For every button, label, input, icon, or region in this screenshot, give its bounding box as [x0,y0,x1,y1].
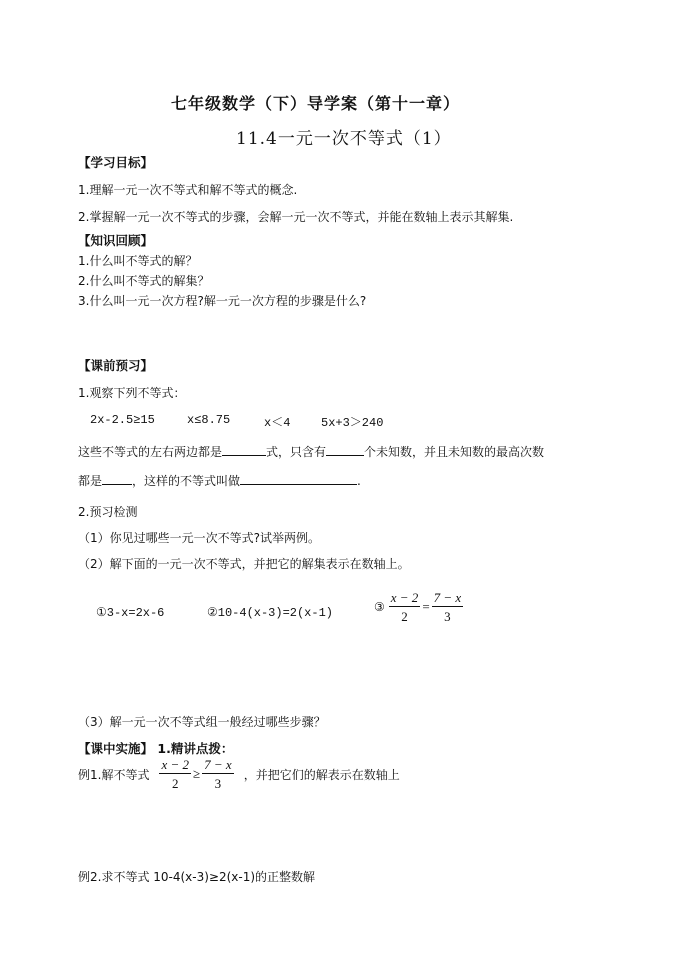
inequality-1: 2x-2.5≥15 [90,413,155,427]
denominator: 2 [171,776,179,791]
fill-blank-line-2 [78,472,361,489]
review-item-2: 2.什么叫不等式的解集？ [78,274,210,288]
inequality-2: x≤8.75 [187,413,231,427]
example-label: 例1.解不等式 [78,767,150,782]
inequality-3: x＜4 [264,416,291,430]
denominator: 3 [444,609,451,624]
preview-question-2: （2）解下面的一元一次不等式，并把它的解集表示在数轴上。 [78,557,410,571]
preview-question-1: （1）你见过哪些一元一次不等式?试举两例。 [78,531,321,545]
fill-blank-line-1 [78,443,544,460]
fill-text: 个未知数，并且未知数的最高次数 [364,445,545,459]
fill-text: 式，只含有 [266,445,327,459]
denominator: 3 [214,776,222,791]
fraction-right [202,757,234,791]
equation-3 [374,590,465,624]
knowledge-review-heading: 【知识回顾】 [78,233,154,248]
numerator: 7 − x [433,590,462,605]
equation-2: ②10-4(x-3)=2(x-1) [207,606,333,620]
section-title: 11.4一元一次不等式（1） [236,129,452,149]
numerator: x − 2 [390,590,419,605]
in-class-heading-text: 【课中实施】 [78,741,154,756]
example-tail: ，并把它们的解表示在数轴上 [243,767,400,782]
example-2: 例2.求不等式 10-4(x-3)≥2(x-1)的正整数解 [78,870,316,884]
answer-blank[interactable] [102,472,132,485]
preview-check-label: 2.预习检测 [78,505,138,519]
numerator: 7 − x [204,757,232,772]
explanation-heading: 1.精讲点拨： [157,741,234,756]
review-item-1: 1.什么叫不等式的解？ [78,254,198,268]
fraction-right [432,590,464,624]
observe-label: 1.观察下列不等式： [78,386,186,400]
equation-number: ③ [374,600,385,614]
review-item-3: 3.什么叫一元一次方程?解一元一次方程的步骤是什么? [78,294,367,308]
fill-text: 这些不等式的左右两边都是 [78,445,223,459]
goal-item-2: 2.掌握解一元一次不等式的步骤，会解一元一次不等式，并能在数轴上表示其解集. [78,210,514,224]
example-1 [78,757,400,791]
fill-text: . [357,474,361,488]
geq-sign: ≥ [193,766,201,781]
fraction-left [389,590,421,624]
answer-blank[interactable] [222,443,266,456]
preview-heading: 【课前预习】 [78,358,154,373]
denominator: 2 [401,609,408,624]
equation-1: ①3-x=2x-6 [96,606,165,620]
goal-item-1: 1.理解一元一次不等式和解不等式的概念. [78,183,298,197]
equals-sign: = [422,599,430,614]
answer-blank[interactable] [240,472,357,485]
inequality-4: 5x+3＞240 [321,416,384,430]
learning-goals-heading: 【学习目标】 [78,155,154,170]
fill-text: ，这样的不等式叫做 [132,474,241,488]
in-class-heading [78,739,233,757]
answer-blank[interactable] [326,443,364,456]
fill-text: 都是 [78,474,103,488]
preview-question-3: （3）解一元一次不等式组一般经过哪些步骤？ [78,715,326,729]
fraction-left [159,757,191,791]
document-title: 七年级数学（下）导学案（第十一章） [171,94,461,113]
numerator: x − 2 [161,757,189,772]
